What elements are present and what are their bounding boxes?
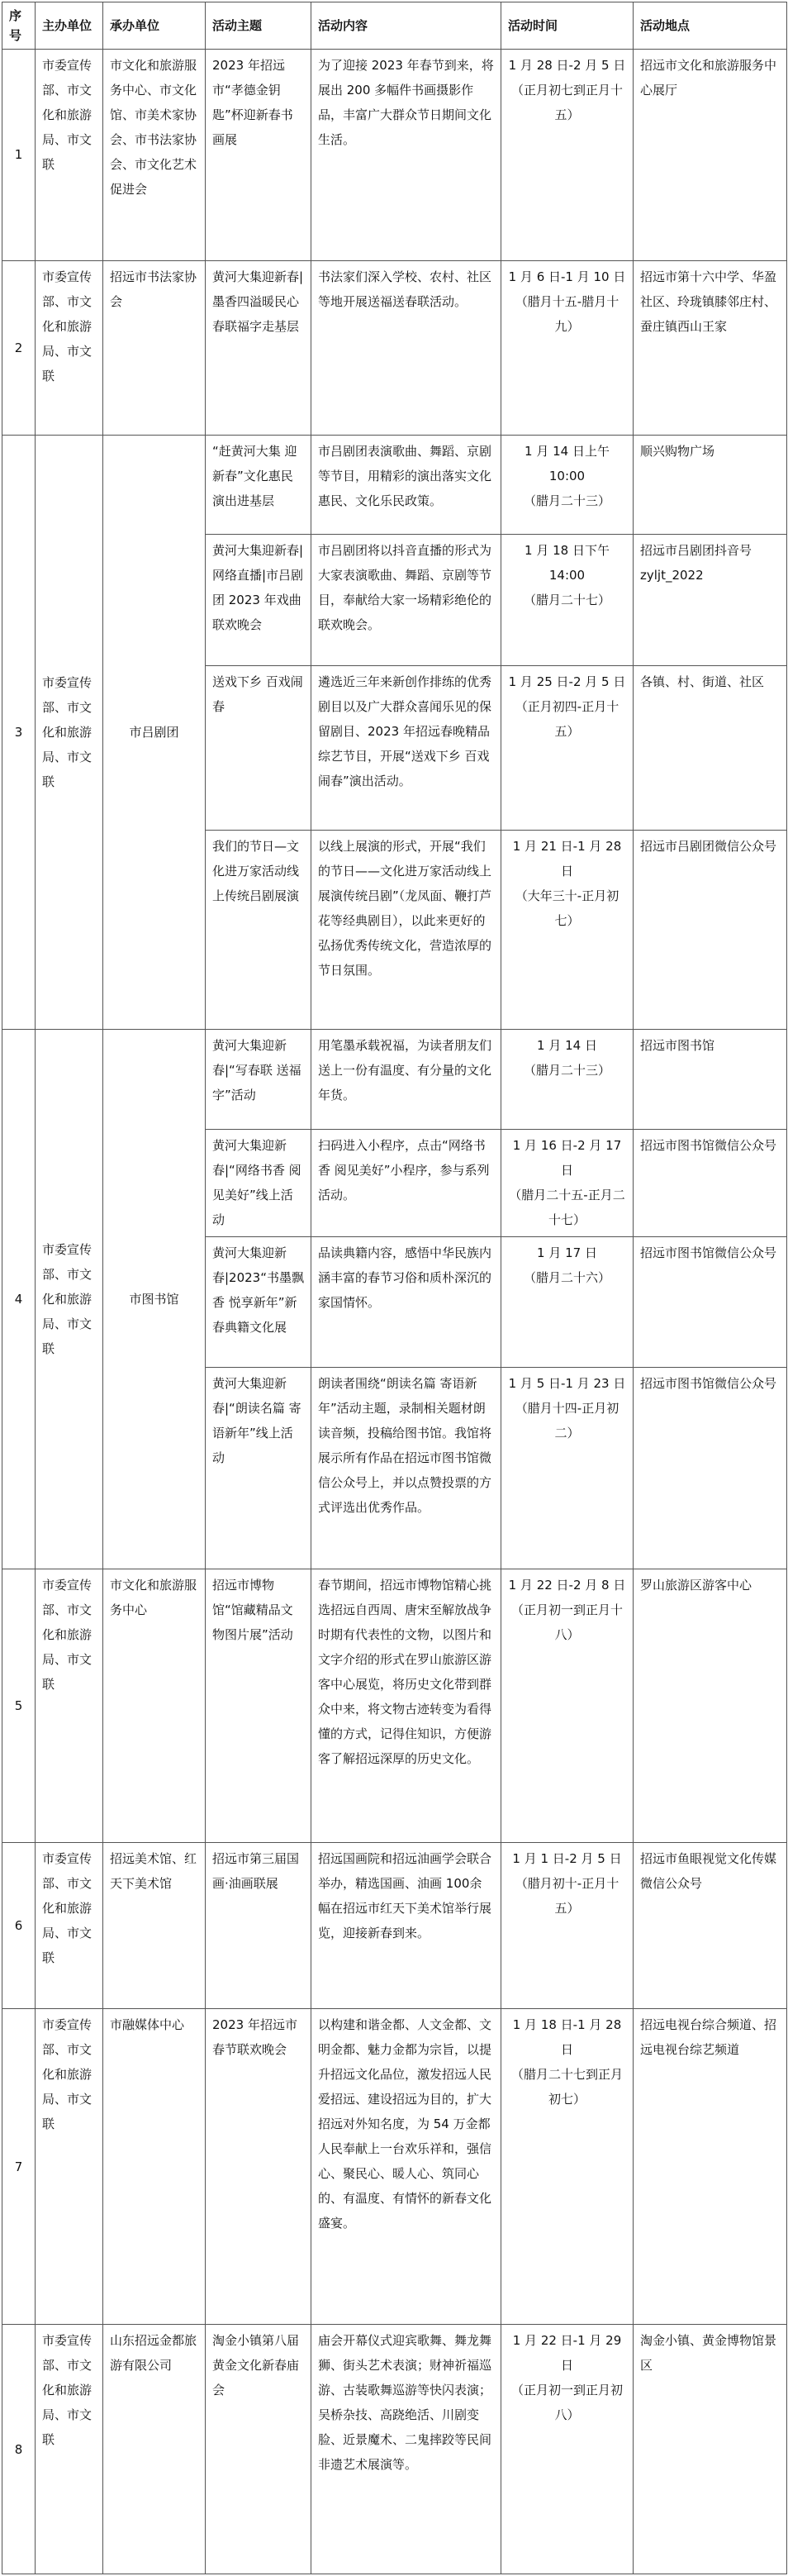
row-place: 顺兴购物广场 bbox=[634, 435, 787, 535]
table-row bbox=[2, 2325, 787, 2574]
table-header-row bbox=[2, 2, 787, 50]
row-time: 1 月 14 日 （腊月二十三） bbox=[501, 1030, 634, 1130]
row-theme: 黄河大集迎新春|网络直播|市吕剧团 2023 年戏曲联欢晚会 bbox=[206, 535, 311, 666]
row-host: 市委宣传部、市文化和旅游局、市文联 bbox=[36, 1569, 103, 1843]
row-theme: 淘金小镇第八届黄金文化新春庙会 bbox=[206, 2325, 311, 2574]
row-place: 各镇、村、街道、社区 bbox=[634, 666, 787, 831]
row-theme: 黄河大集迎新春|墨香四溢暖民心 春联福字走基层 bbox=[206, 260, 311, 435]
row-time: 1 月 22 日-1 月 29 日 （正月初一到正月初八） bbox=[501, 2325, 634, 2574]
row-organizer: 市图书馆 bbox=[103, 1030, 206, 1569]
row-place: 招远市图书馆微信公众号 bbox=[634, 1236, 787, 1368]
row-theme: 招远市博物馆“馆藏精品文物图片展”活动 bbox=[206, 1569, 311, 1843]
row-content: 用笔墨承载祝福，为读者朋友们送上一份有温度、有分量的文化年货。 bbox=[311, 1030, 501, 1130]
row-organizer: 山东招远金都旅游有限公司 bbox=[103, 2325, 206, 2574]
row-time: 1 月 14 日上午 10:00 （腊月二十三） bbox=[501, 435, 634, 535]
row-host: 市委宣传部、市文化和旅游局、市文联 bbox=[36, 260, 103, 435]
row-time: 1 月 1 日-2 月 5 日 （腊月初十-正月十五） bbox=[501, 1843, 634, 2009]
row-seq: 6 bbox=[2, 1843, 36, 2009]
row-host: 市委宣传部、市文化和旅游局、市文联 bbox=[36, 1843, 103, 2009]
row-host: 市委宣传部、市文化和旅游局、市文联 bbox=[36, 435, 103, 1030]
row-time: 1 月 6 日-1 月 10 日 （腊月十五-腊月十九） bbox=[501, 260, 634, 435]
row-time: 1 月 16 日-2 月 17 日 （腊月二十五-正月二十七） bbox=[501, 1129, 634, 1236]
row-content: 为了迎接 2023 年春节到来，将展出 200 多幅件书画摄影作品，丰富广大群众节日期间文化生活。 bbox=[311, 50, 501, 260]
row-theme: “赶黄河大集 迎新春”文化惠民演出进基层 bbox=[206, 435, 311, 535]
row-content: 品读典籍内容，感悟中华民族内涵丰富的春节习俗和质朴深沉的家国情怀。 bbox=[311, 1236, 501, 1368]
table-row bbox=[2, 50, 787, 260]
row-time: 1 月 18 日-1 月 28 日 （腊月二十七到正月初七） bbox=[501, 2009, 634, 2325]
row-place: 招远市鱼眼视觉文化传媒微信公众号 bbox=[634, 1843, 787, 2009]
row-theme: 黄河大集迎新春|“网络书香 阅见美好”线上活动 bbox=[206, 1129, 311, 1236]
row-organizer: 招远美术馆、红天下美术馆 bbox=[103, 1843, 206, 2009]
row-place: 招远市图书馆微信公众号 bbox=[634, 1129, 787, 1236]
table-row bbox=[2, 435, 787, 535]
row-place: 招远市第十六中学、华盈社区、玲珑镇膝邻庄村、蚕庄镇西山王家 bbox=[634, 260, 787, 435]
row-content: 春节期间，招远市博物馆精心挑选招远自西周、唐宋至解放战争时期有代表性的文物，以图片和文字介绍的形式在罗山旅游区游客中心展览，将历史文化带到群众中来，将文物古迹转变为看得懂的方式，记得住知识，方便游客了解招远深厚的历史文化。 bbox=[311, 1569, 501, 1843]
header-time: 活动时间 bbox=[501, 2, 634, 50]
row-seq: 3 bbox=[2, 435, 36, 1030]
table-row bbox=[2, 1030, 787, 1130]
header-seq: 序号 bbox=[2, 2, 36, 50]
row-host: 市委宣传部、市文化和旅游局、市文联 bbox=[36, 50, 103, 260]
row-time: 1 月 22 日-2 月 8 日 （正月初一到正月十八） bbox=[501, 1569, 634, 1843]
row-content: 遴选近三年来新创作排练的优秀剧目以及广大群众喜闻乐见的保留剧目、2023 年招远春晚精品综艺节目，开展“送戏下乡 百戏闹春”演出活动。 bbox=[311, 666, 501, 831]
row-place: 招远市文化和旅游服务中心展厅 bbox=[634, 50, 787, 260]
row-place: 罗山旅游区游客中心 bbox=[634, 1569, 787, 1843]
row-time: 1 月 28 日-2 月 5 日 （正月初七到正月十五） bbox=[501, 50, 634, 260]
header-theme: 活动主题 bbox=[206, 2, 311, 50]
row-place: 招远市吕剧团微信公众号 bbox=[634, 831, 787, 1030]
table-row bbox=[2, 1569, 787, 1843]
row-time: 1 月 18 日下午 14:00 （腊月二十七） bbox=[501, 535, 634, 666]
table-row bbox=[2, 260, 787, 435]
header-place: 活动地点 bbox=[634, 2, 787, 50]
row-content: 市吕剧团表演歌曲、舞蹈、京剧等节目，用精彩的演出落实文化惠民、文化乐民政策。 bbox=[311, 435, 501, 535]
row-organizer: 招远市书法家协会 bbox=[103, 260, 206, 435]
row-place: 淘金小镇、黄金博物馆景区 bbox=[634, 2325, 787, 2574]
row-theme: 送戏下乡 百戏闹春 bbox=[206, 666, 311, 831]
row-content: 市吕剧团将以抖音直播的形式为大家表演歌曲、舞蹈、京剧等节目，奉献给大家一场精彩绝伦的联欢晚会。 bbox=[311, 535, 501, 666]
row-place: 招远市吕剧团抖音号 zyljt_2022 bbox=[634, 535, 787, 666]
row-time: 1 月 5 日-1 月 23 日 （腊月十四-正月初二） bbox=[501, 1368, 634, 1569]
row-time: 1 月 17 日 （腊月二十六） bbox=[501, 1236, 634, 1368]
row-content: 以线上展演的形式，开展“我们的节日——文化进万家活动线上展演传统吕剧”（龙凤面、鞭打芦花等经典剧目），以此来更好的弘扬优秀传统文化，营造浓厚的节日氛围。 bbox=[311, 831, 501, 1030]
row-seq: 2 bbox=[2, 260, 36, 435]
row-content: 以构建和谐金都、人文金都、文明金都、魅力金都为宗旨，以提升招远文化品位，激发招远人民爱招远、建设招远为目的，扩大招远对外知名度，为 54 万金都人民奉献上一台欢乐祥和，强信心、聚民心、暖人心、筑同心的、有温度、有情怀的新春文化盛宴。 bbox=[311, 2009, 501, 2325]
row-host: 市委宣传部、市文化和旅游局、市文联 bbox=[36, 2009, 103, 2325]
table-row bbox=[2, 2009, 787, 2325]
header-organizer: 承办单位 bbox=[103, 2, 206, 50]
row-host: 市委宣传部、市文化和旅游局、市文联 bbox=[36, 2325, 103, 2574]
row-organizer: 市吕剧团 bbox=[103, 435, 206, 1030]
row-theme: 黄河大集迎新春|“写春联 送福字”活动 bbox=[206, 1030, 311, 1130]
row-theme: 2023 年招远市“孝德金钥匙”杯迎新春书画展 bbox=[206, 50, 311, 260]
table-row bbox=[2, 1843, 787, 2009]
row-content: 庙会开幕仪式迎宾歌舞、舞龙舞狮、街头艺术表演；财神祈福巡游、古装歌舞巡游等快闪表演；吴桥杂技、高跷绝活、川剧变脸、近景魔术、二鬼摔跤等民间非遗艺术展演等。 bbox=[311, 2325, 501, 2574]
row-theme: 黄河大集迎新春|2023“书墨飘香 悦享新年”新春典籍文化展 bbox=[206, 1236, 311, 1368]
row-organizer: 市文化和旅游服务中心 bbox=[103, 1569, 206, 1843]
row-time: 1 月 21 日-1 月 28 日 （大年三十-正月初七） bbox=[501, 831, 634, 1030]
row-seq: 7 bbox=[2, 2009, 36, 2325]
row-organizer: 市文化和旅游服务中心、市文化馆、市美术家协会、市书法家协会、市文化艺术促进会 bbox=[103, 50, 206, 260]
row-host: 市委宣传部、市文化和旅游局、市文联 bbox=[36, 1030, 103, 1569]
row-theme: 招远市第三届国画·油画联展 bbox=[206, 1843, 311, 2009]
row-seq: 4 bbox=[2, 1030, 36, 1569]
row-seq: 1 bbox=[2, 50, 36, 260]
header-host: 主办单位 bbox=[36, 2, 103, 50]
row-seq: 5 bbox=[2, 1569, 36, 1843]
row-place: 招远电视台综合频道、招远电视台综艺频道 bbox=[634, 2009, 787, 2325]
row-time: 1 月 25 日-2 月 5 日 （正月初四-正月十五） bbox=[501, 666, 634, 831]
row-theme: 我们的节日—文化进万家活动线上传统吕剧展演 bbox=[206, 831, 311, 1030]
row-seq: 8 bbox=[2, 2325, 36, 2574]
row-theme: 黄河大集迎新春|“朗读名篇 寄语新年”线上活动 bbox=[206, 1368, 311, 1569]
row-organizer: 市融媒体中心 bbox=[103, 2009, 206, 2325]
row-theme: 2023 年招远市春节联欢晚会 bbox=[206, 2009, 311, 2325]
row-content: 招远国画院和招远油画学会联合举办，精选国画、油画 100余幅在招远市红天下美术馆举行展览，迎接新春到来。 bbox=[311, 1843, 501, 2009]
row-content: 朗读者围绕“朗读名篇 寄语新年”活动主题，录制相关题材朗读音频，投稿给图书馆。我馆将展示所有作品在招远市图书馆微信公众号上，并以点赞投票的方式评选出优秀作品。 bbox=[311, 1368, 501, 1569]
row-place: 招远市图书馆微信公众号 bbox=[634, 1368, 787, 1569]
row-content: 书法家们深入学校、农村、社区等地开展送福送春联活动。 bbox=[311, 260, 501, 435]
row-content: 扫码进入小程序，点击“网络书香 阅见美好”小程序，参与系列活动。 bbox=[311, 1129, 501, 1236]
header-content: 活动内容 bbox=[311, 2, 501, 50]
activity-schedule-table bbox=[2, 2, 787, 2574]
row-place: 招远市图书馆 bbox=[634, 1030, 787, 1130]
